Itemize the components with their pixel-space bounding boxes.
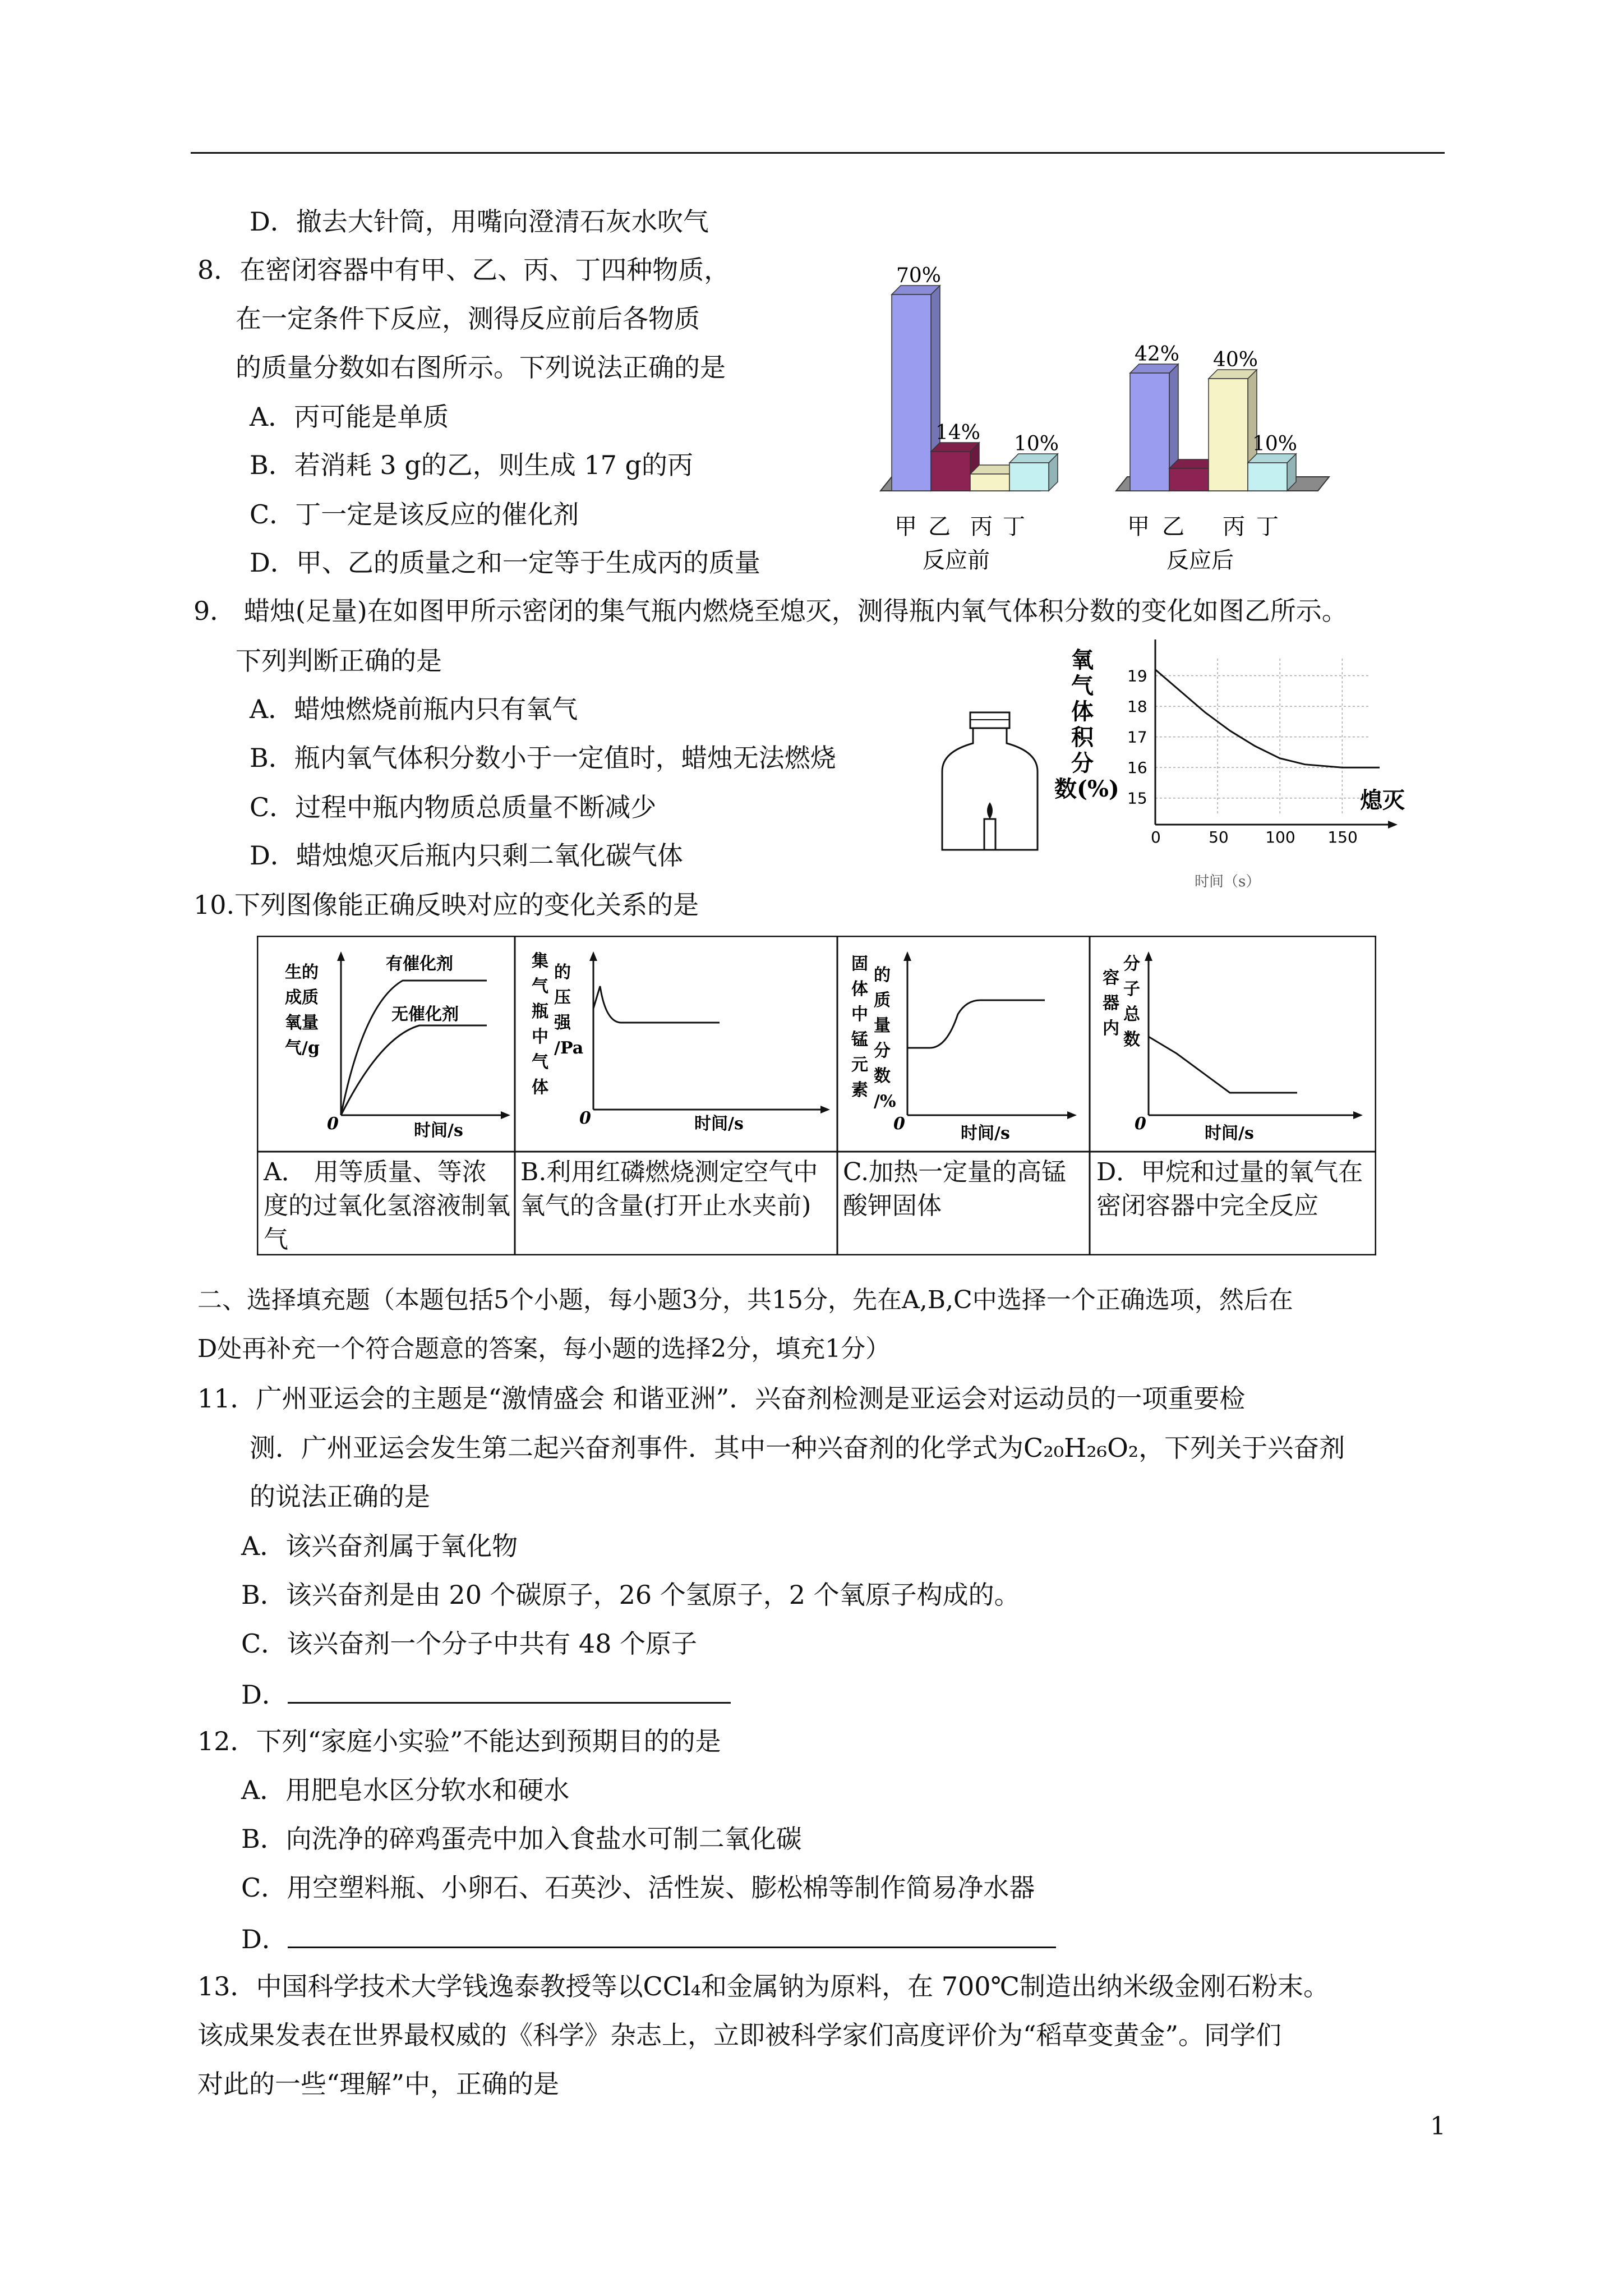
header-rule [191, 152, 1445, 154]
panel-a-curve1-label: 有催化剂 [386, 954, 453, 974]
panel-a-curve2-label: 无催化剂 [391, 1005, 459, 1024]
panel-a-ylabel: 生的成质氧量气/g [285, 963, 320, 1058]
svg-text:0: 0 [327, 1114, 339, 1134]
q12-option-c: C．用空塑料瓶、小卵石、石英沙、活性炭、膨松棉等制作简易净水器 [241, 1872, 1035, 1903]
extinguish-annotation: 熄灭 [1360, 787, 1405, 813]
mass-fraction-bar-chart [836, 247, 1363, 583]
q9-option-d: D．蜡烛熄灭后瓶内只剩二氧化碳气体 [250, 840, 683, 871]
cat-ding-1: 丁 [1003, 514, 1025, 540]
panel-b-graph [532, 951, 830, 1134]
group-after-label: 反应后 [1166, 547, 1234, 573]
x-tick-label: 0 [1151, 828, 1161, 846]
svg-text:0: 0 [893, 1114, 905, 1134]
q8-stem-2: 在一定条件下反应，测得反应前后各物质 [236, 303, 700, 334]
q10-stem: 10.下列图像能正确反映对应的变化关系的是 [193, 890, 699, 920]
y-axis-label: 氧气体积分数(%) [1054, 647, 1119, 802]
cat-yi-1: 乙 [928, 514, 951, 540]
panel-c-ylabel: 固体中锰元素 的质量分数/% [851, 954, 896, 1111]
bar-label-1-3: 10% [1252, 432, 1298, 455]
q12-option-b: B．向洗净的碎鸡蛋壳中加入食盐水可制二氧化碳 [241, 1824, 802, 1854]
cat-bing-1: 丙 [970, 514, 993, 540]
bar-label-0-0: 70% [896, 264, 942, 287]
q10-caption-b: B.利用红磷燃烧测定空气中氧气的含量(打开止水夹前) [520, 1158, 818, 1220]
bar-0-0 [892, 295, 931, 491]
q11-option-d: D． [241, 1680, 731, 1708]
bar-label-1-2: 40% [1213, 348, 1258, 371]
section2-line1: 二、选择填充题（本题包括5个小题，每小题3分，共15分，先在A,B,C中选择一个正确选项，然后在 [197, 1286, 1293, 1314]
q11-stem-1: 11．广州亚运会的主题是“激情盛会 和谐亚洲”．兴奋剂检测是亚运会对运动员的一项重要检 [197, 1383, 1246, 1414]
cat-bing-2: 丙 [1223, 514, 1245, 540]
gas-jar-with-candle-illustration [937, 710, 1043, 855]
panel-d-ylabel: 容器内 分子总数 [1103, 954, 1140, 1050]
bar-1-3 [1248, 463, 1287, 491]
cat-yi-2: 乙 [1162, 514, 1184, 540]
q11-stem-3: 的说法正确的是 [250, 1481, 430, 1512]
q12-answer-blank[interactable] [288, 1924, 1056, 1948]
x-axis-label: 时间（s） [1195, 873, 1261, 890]
bar-1-0 [1130, 373, 1169, 491]
panel-d-graph [1103, 951, 1363, 1143]
q8-option-a: A．丙可能是单质 [250, 402, 449, 432]
q9-option-b: B．瓶内氧气体积分数小于一定值时，蜡烛无法燃烧 [250, 743, 836, 773]
svg-text:0: 0 [579, 1108, 591, 1128]
y-tick-label: 17 [1127, 728, 1147, 747]
bar-1-1 [1169, 468, 1209, 491]
panel-b-ylabel: 集气瓶中气体 的压强/Pa [532, 951, 584, 1097]
q8-option-d: D．甲、乙的质量之和一定等于生成丙的质量 [250, 547, 760, 578]
y-tick-label: 15 [1127, 789, 1147, 808]
panel-c-xlabel: 时间/s [961, 1124, 1010, 1143]
section2-line2: D处再补充一个符合题意的答案，每小题的选择2分，填充1分） [197, 1335, 891, 1363]
oxygen-curve [1155, 670, 1380, 768]
q9-option-a: A．蜡烛燃烧前瓶内只有氧气 [250, 694, 578, 724]
panel-c-graph [851, 951, 1077, 1143]
bar-0-1 [931, 452, 970, 491]
oxygen-fraction-line-chart [1054, 639, 1413, 898]
bar-0-2 [970, 474, 1009, 491]
bar-label-0-1: 14% [935, 421, 981, 444]
q9-stem-2: 下列判断正确的是 [236, 646, 442, 676]
x-tick-label: 100 [1265, 828, 1295, 846]
y-tick-label: 16 [1127, 758, 1147, 777]
q7-option-d: D．撤去大针筒，用嘴向澄清石灰水吹气 [250, 206, 709, 237]
x-axis-arrow [1388, 821, 1398, 829]
q9-stem-1: 9． 蜡烛(足量)在如图甲所示密闭的集气瓶内燃烧至熄灭，测得瓶内氧气体积分数的变化如图乙所示。 [193, 596, 1348, 626]
q12-option-d: D． [241, 1924, 1056, 1952]
tick-labels [1127, 667, 1358, 846]
q13-line-2: 该成果发表在世界最权威的《科学》杂志上，立即被科学家们高度评价为“稻草变黄金”。同学们 [197, 2020, 1282, 2050]
q11-option-c: C．该兴奋剂一个分子中共有 48 个原子 [241, 1628, 697, 1659]
q10-caption-c: C.加热一定量的高锰酸钾固体 [843, 1158, 1067, 1220]
y-tick-label: 18 [1127, 697, 1147, 716]
cat-jia-2: 甲 [1127, 514, 1150, 540]
q11-option-a: A．该兴奋剂属于氧化物 [241, 1531, 518, 1561]
q11-option-b: B．该兴奋剂是由 20 个碳原子，26 个氢原子，2 个氧原子构成的。 [241, 1580, 1020, 1610]
y-tick-label: 19 [1127, 666, 1147, 685]
q8-stem-3: 的质量分数如右图所示。下列说法正确的是 [236, 352, 726, 383]
panel-a-xlabel: 时间/s [414, 1121, 463, 1140]
panel-a-graph [285, 951, 510, 1140]
bar-label-0-3: 10% [1014, 432, 1059, 455]
q13-line-1: 13．中国科学技术大学钱逸泰教授等以CCl₄和金属钠为原料，在 700℃制造出纳米级金刚石粉末。 [197, 1971, 1329, 2001]
bar-group [880, 286, 1329, 491]
q10-caption-a: A． 用等质量、等浓度的过氧化氢溶液制氧气 [264, 1158, 510, 1254]
panel-d-xlabel: 时间/s [1205, 1124, 1254, 1143]
q8-option-c: C．丁一定是该反应的催化剂 [250, 499, 579, 530]
x-tick-label: 150 [1327, 828, 1358, 846]
q11-formula: C₂₀H₂₆O₂ [1023, 1433, 1139, 1463]
q12-option-a: A．用肥皂水区分软水和硬水 [241, 1775, 570, 1805]
panel-b-xlabel: 时间/s [694, 1114, 744, 1134]
bar-1-2 [1209, 379, 1248, 491]
q10-caption-d: D．甲烷和过量的氧气在密闭容器中完全反应 [1096, 1158, 1363, 1220]
cat-ding-2: 丁 [1256, 514, 1279, 540]
bar-label-1-0: 42% [1135, 343, 1180, 366]
bar-0-3 [1009, 463, 1049, 491]
group-before-label: 反应前 [923, 547, 990, 573]
page-number: 1 [1430, 2112, 1446, 2141]
q11-stem-2: 测．广州亚运会发生第二起兴奋剂事件．其中一种兴奋剂的化学式为C₂₀H₂₆O₂，下列关于兴奋剂 [250, 1433, 1345, 1463]
x-tick-label: 50 [1209, 828, 1229, 846]
q8-stem-1: 8．在密闭容器中有甲、乙、丙、丁四种物质， [197, 255, 730, 285]
grid [1155, 656, 1368, 813]
q12-stem: 12．下列“家庭小实验”不能达到预期目的的是 [197, 1726, 721, 1756]
q13-line-3: 对此的一些“理解”中，正确的是 [197, 2069, 560, 2099]
q9-option-c: C．过程中瓶内物质总质量不断减少 [250, 792, 657, 822]
q11-answer-blank[interactable] [288, 1680, 731, 1704]
svg-text:0: 0 [1135, 1114, 1146, 1134]
q8-option-b: B．若消耗 3 g的乙，则生成 17 g的丙 [250, 450, 693, 480]
cat-jia-1: 甲 [895, 514, 917, 540]
